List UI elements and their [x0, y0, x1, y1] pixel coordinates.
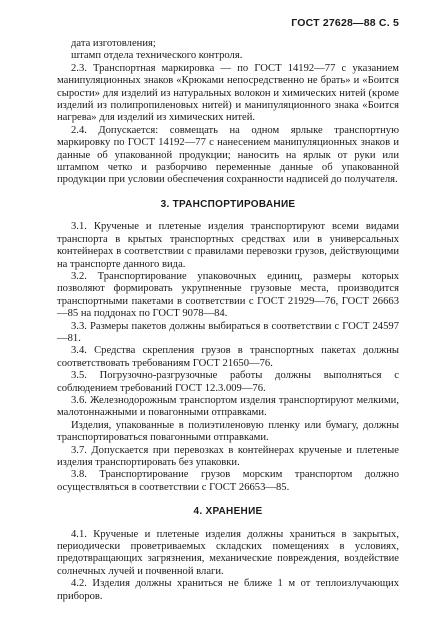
paragraph-4-1: 4.1. Крученые и плетеные изделия должны храниться в закрытых, периодически проветриваемых складских помещениях в условиях, предотвращающих загрязнения, механические повреждения, воздействие солнечных лучей и почвенной влаги.: [57, 528, 399, 577]
paragraph-3-6-continued: Изделия, упакованные в полиэтиленовую пленку или бумагу, должны транспортироваться повагонными отправками.: [57, 419, 399, 444]
page-header: ГОСТ 27628—88 С. 5: [291, 17, 399, 29]
intro-line: штамп отдела технического контроля.: [71, 50, 243, 62]
paragraph-3-3: 3.3. Размеры пакетов должны выбираться в соответствии с ГОСТ 24597—81.: [57, 320, 399, 344]
paragraph-3-7: 3.7. Допускается при перевозках в контейнерах крученые и плетеные изделия транспортировать без упаковки.: [57, 444, 399, 468]
paragraph-3-4: 3.4. Средства скрепления грузов в транспортных пакетах должны соответствовать требованиям ГОСТ 21650—76.: [57, 345, 399, 369]
page-content: [57, 38, 399, 603]
paragraph-2-3: 2.3. Транспортная маркировка — по ГОСТ 14192—77 с указанием манипуляционных знаков «Крюками непосредственно не брать» и «Боится сырости» для изделий из натуральных волокон и химических нитей (кроме изделий из полипропиленовых нитей) и манипуляционного знака «Боится нагрева» для изделий из химических нитей.: [57, 62, 399, 124]
intro-line: дата изготовления;: [71, 38, 156, 49]
paragraph-3-5: 3.5. Погрузочно-разгрузочные работы должны выполняться с соблюдением требований ГОСТ 12.3.009—76.: [57, 370, 399, 394]
section-title-storage: 4. ХРАНЕНИЕ: [193, 506, 263, 518]
paragraph-3-2: 3.2. Транспортирование упаковочных единиц, размеры которых позволяют формировать укрупненные грузовые места, производится транспортными пакетами в соответствии с ГОСТ 21929—76, ГОСТ 26663—85 на поддонах по ГОСТ 9078—84.: [57, 270, 399, 320]
paragraph-3-6: 3.6. Железнодорожным транспортом изделия транспортируют мелкими, малотоннажными и повагонными отправками.: [57, 394, 399, 419]
paragraph-4-2: 4.2. Изделия должны храниться не ближе 1 м от теплоизлучающих приборов.: [57, 578, 399, 602]
section-title-transport: 3. ТРАНСПОРТИРОВАНИЕ: [160, 198, 296, 210]
paragraph-3-1: 3.1. Крученые и плетеные изделия транспортируют всеми видами транспорта в крытых транспортных средствах или в универсальных контейнерах в соответствии с правилами перевозки грузов, действующими на транспорте данного вида.: [57, 221, 399, 270]
paragraph-2-4: 2.4. Допускается: совмещать на одном ярлыке транспортную маркировку по ГОСТ 14192—77 с нанесением манипуляционных знаков и данные об упакованной продукции; наносить на ярлык от руки или штампом четко и разборчиво переменные данные об упакованной продукции при условии обеспечения сохранности надписей до получателя.: [57, 124, 399, 186]
paragraph-3-8: 3.8. Транспортирование грузов морским транспортом должно осуществляться в соответствии с ГОСТ 26653—85.: [57, 469, 399, 493]
